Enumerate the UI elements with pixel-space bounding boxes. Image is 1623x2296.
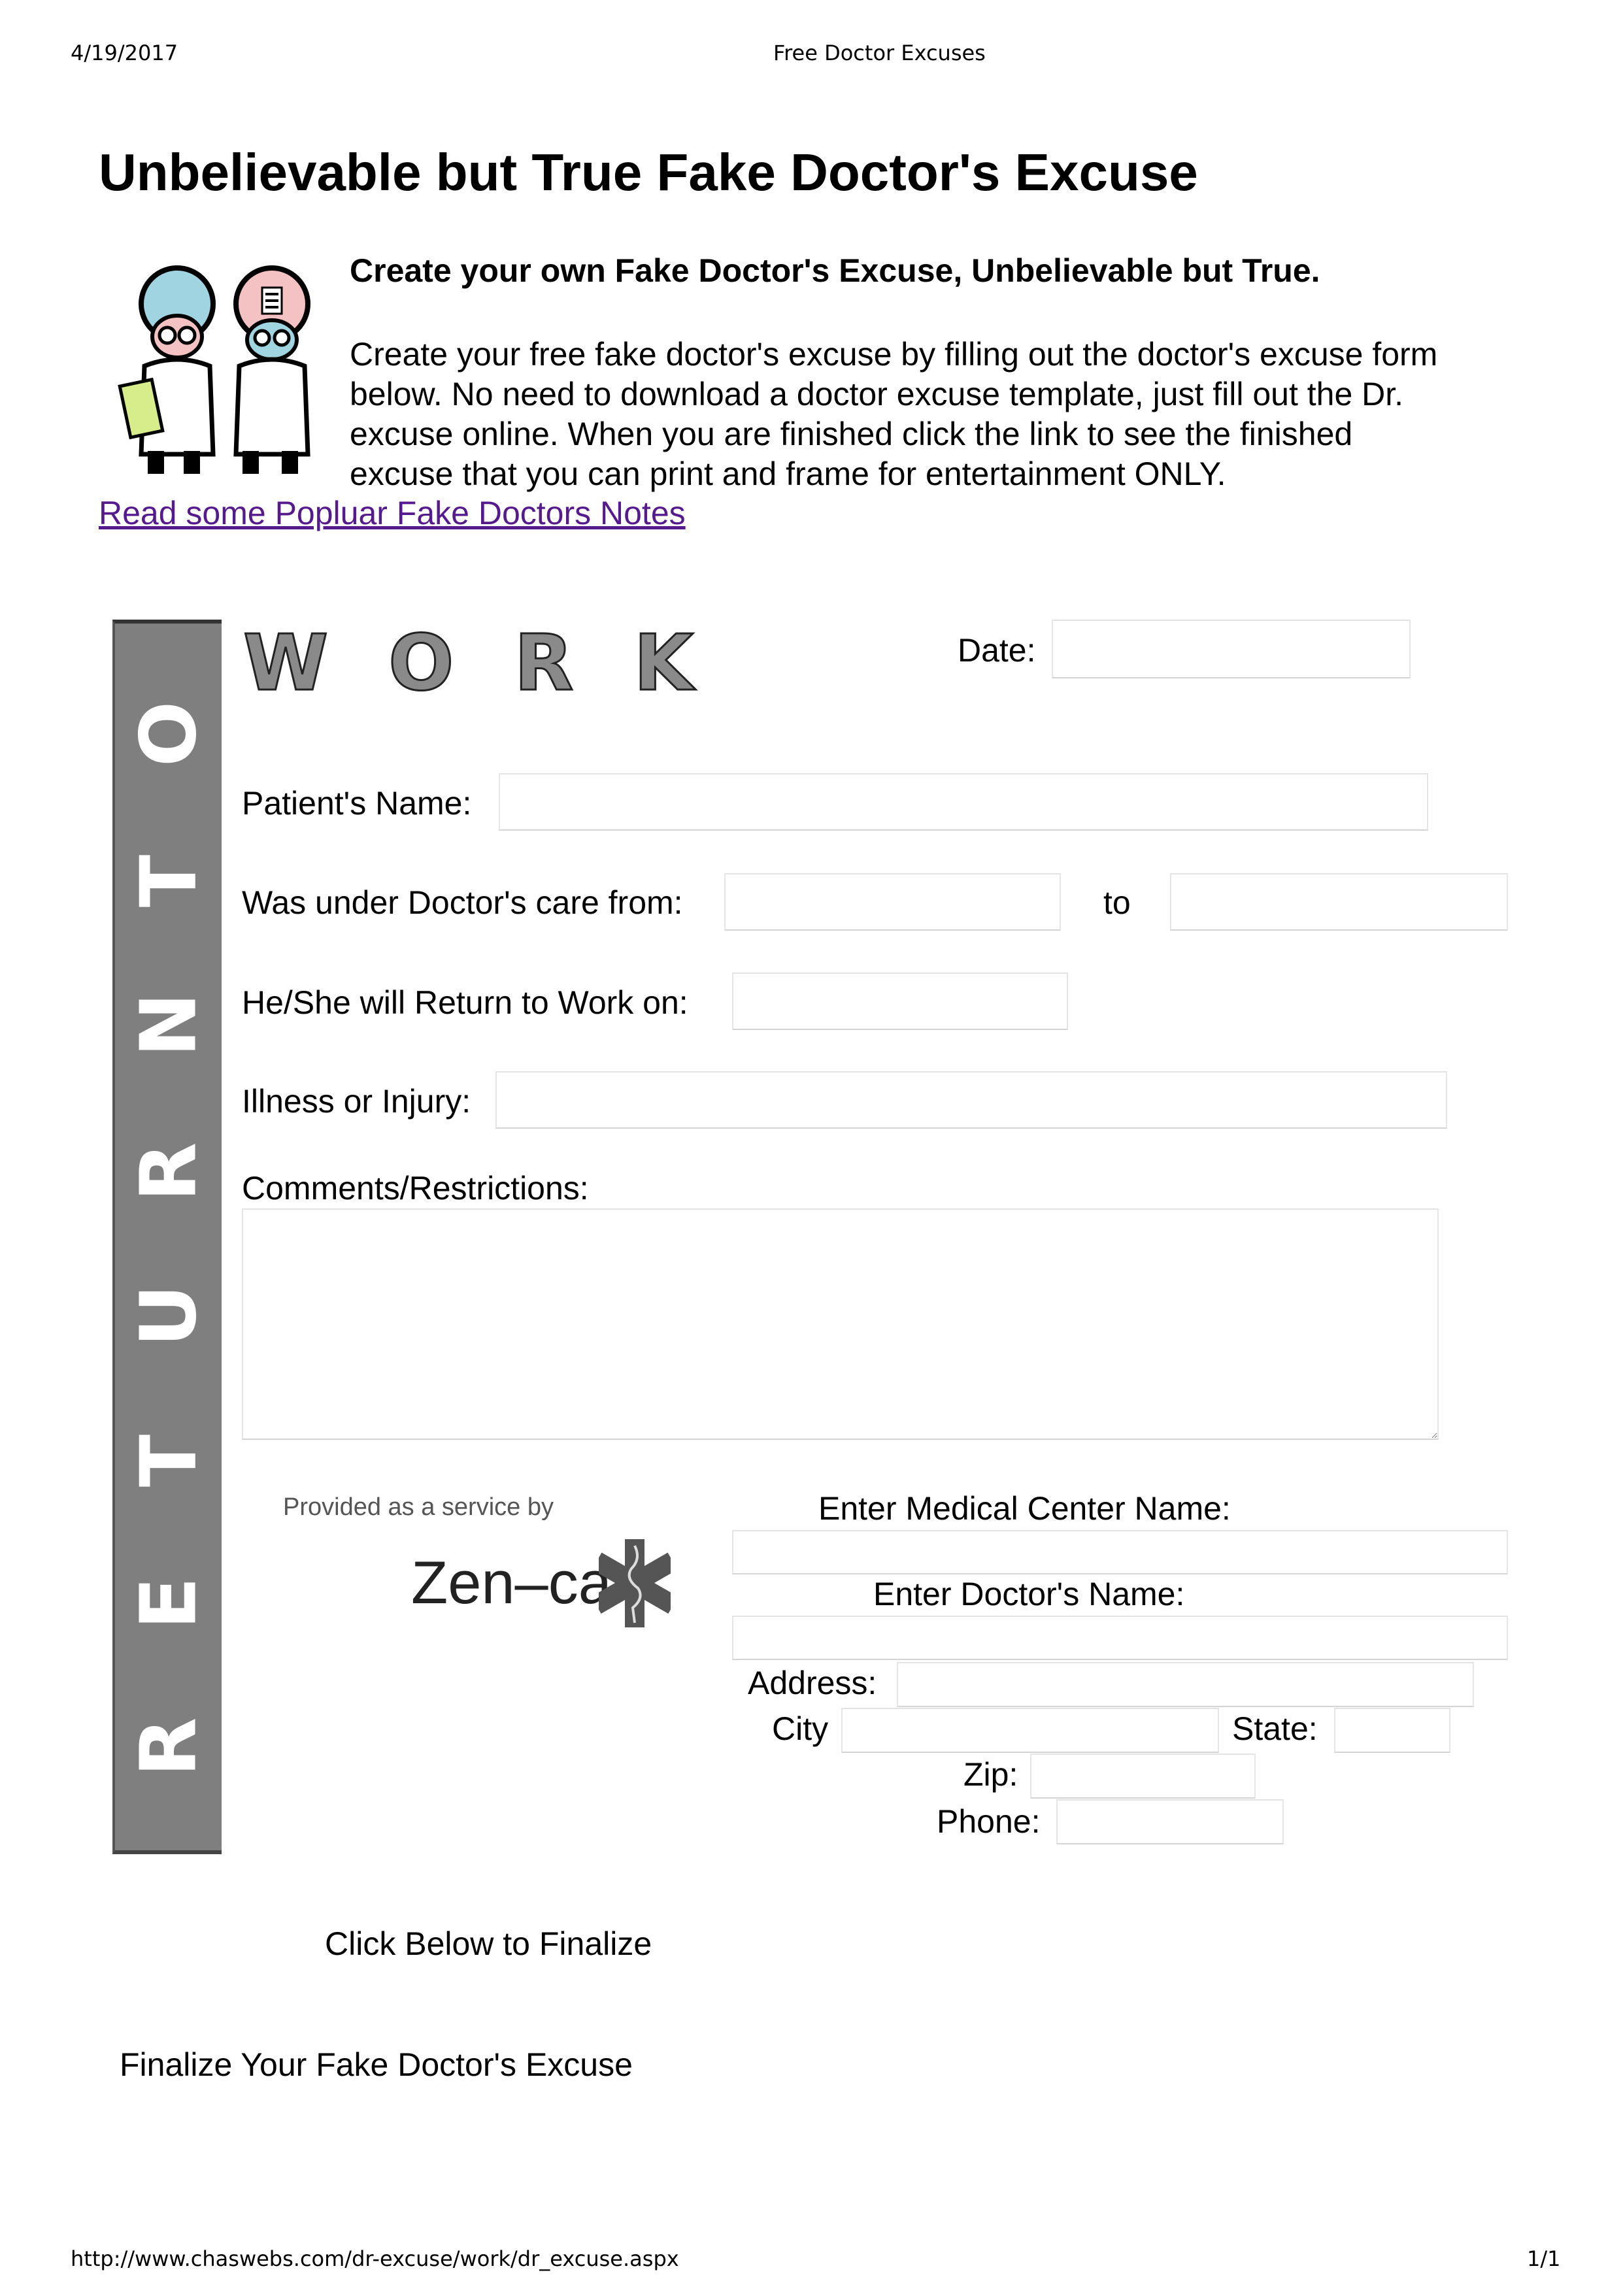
finalize-instruction: Click Below to Finalize	[325, 1925, 652, 1962]
sponsor-logo	[280, 1487, 673, 1640]
phone-input[interactable]	[1056, 1799, 1284, 1844]
brand-name: Zen–ca	[411, 1550, 612, 1616]
print-page-count: 1/1	[1527, 2246, 1561, 2271]
comments-textarea[interactable]	[242, 1208, 1439, 1440]
print-date: 4/19/2017	[71, 41, 178, 65]
care-from-label: Was under Doctor's care from:	[242, 884, 683, 921]
date-label: Date:	[958, 632, 1036, 669]
patient-name-label: Patient's Name:	[242, 785, 472, 822]
care-to-label: to	[1103, 884, 1131, 921]
illness-label: Illness or Injury:	[242, 1083, 471, 1120]
star-of-life-icon	[599, 1539, 671, 1627]
popular-notes-link[interactable]: Read some Popluar Fake Doctors Notes	[99, 495, 686, 531]
patient-name-input[interactable]	[499, 773, 1428, 831]
subheading: Create your own Fake Doctor's Excuse, Unbelievable but True.	[350, 252, 1320, 289]
doctor-name-input[interactable]	[732, 1616, 1508, 1660]
finalize-button[interactable]: Finalize Your Fake Doctor's Excuse	[120, 2046, 633, 2083]
banner-letter: N	[123, 992, 214, 1057]
doctors-icon	[115, 258, 337, 480]
zip-label: Zip:	[963, 1756, 1018, 1793]
phone-label: Phone:	[937, 1803, 1041, 1840]
state-input[interactable]	[1334, 1708, 1450, 1753]
intro-line: excuse online. When you are finished click the link to see the finished	[350, 416, 1353, 452]
banner-letter: R	[123, 1717, 214, 1777]
print-page-title: Free Doctor Excuses	[773, 41, 986, 65]
banner-letter: T	[123, 1434, 214, 1488]
banner-letter: T	[123, 854, 214, 908]
page-title: Unbelievable but True Fake Doctor's Excuse	[99, 143, 1198, 201]
banner-letter: U	[123, 1284, 214, 1347]
date-input[interactable]	[1052, 620, 1411, 678]
intro-paragraph	[350, 335, 1565, 494]
city-label: City	[772, 1710, 829, 1747]
return-date-input[interactable]	[732, 973, 1068, 1030]
care-to-input[interactable]	[1170, 873, 1508, 931]
comments-label: Comments/Restrictions:	[242, 1170, 589, 1206]
medical-center-input[interactable]	[732, 1530, 1508, 1574]
provided-by-text: Provided as a service by	[283, 1493, 554, 1521]
state-label: State:	[1232, 1710, 1318, 1747]
work-heading: WORK	[243, 618, 754, 708]
medical-center-label: Enter Medical Center Name:	[818, 1490, 1231, 1527]
doctors-illustration	[115, 258, 337, 480]
address-input[interactable]	[897, 1662, 1474, 1707]
intro-line: Create your free fake doctor's excuse by filling out the doctor's excuse form	[350, 336, 1438, 373]
address-label: Address:	[748, 1665, 877, 1701]
city-input[interactable]	[841, 1708, 1219, 1753]
care-from-input[interactable]	[724, 873, 1061, 931]
print-url: http://www.chaswebs.com/dr-excuse/work/dr_excuse.aspx	[71, 2246, 679, 2271]
banner-letter: O	[123, 701, 214, 767]
illness-input[interactable]	[495, 1071, 1447, 1129]
intro-line: excuse that you can print and frame for entertainment ONLY.	[350, 456, 1226, 492]
intro-line: below. No need to download a doctor excuse template, just fill out the Dr.	[350, 376, 1404, 412]
doctor-name-label: Enter Doctor's Name:	[873, 1576, 1185, 1612]
return-to-banner	[112, 620, 222, 1854]
banner-letter: R	[123, 1142, 214, 1202]
banner-letter: E	[123, 1576, 214, 1630]
zip-input[interactable]	[1030, 1754, 1256, 1799]
return-date-label: He/She will Return to Work on:	[242, 984, 688, 1021]
